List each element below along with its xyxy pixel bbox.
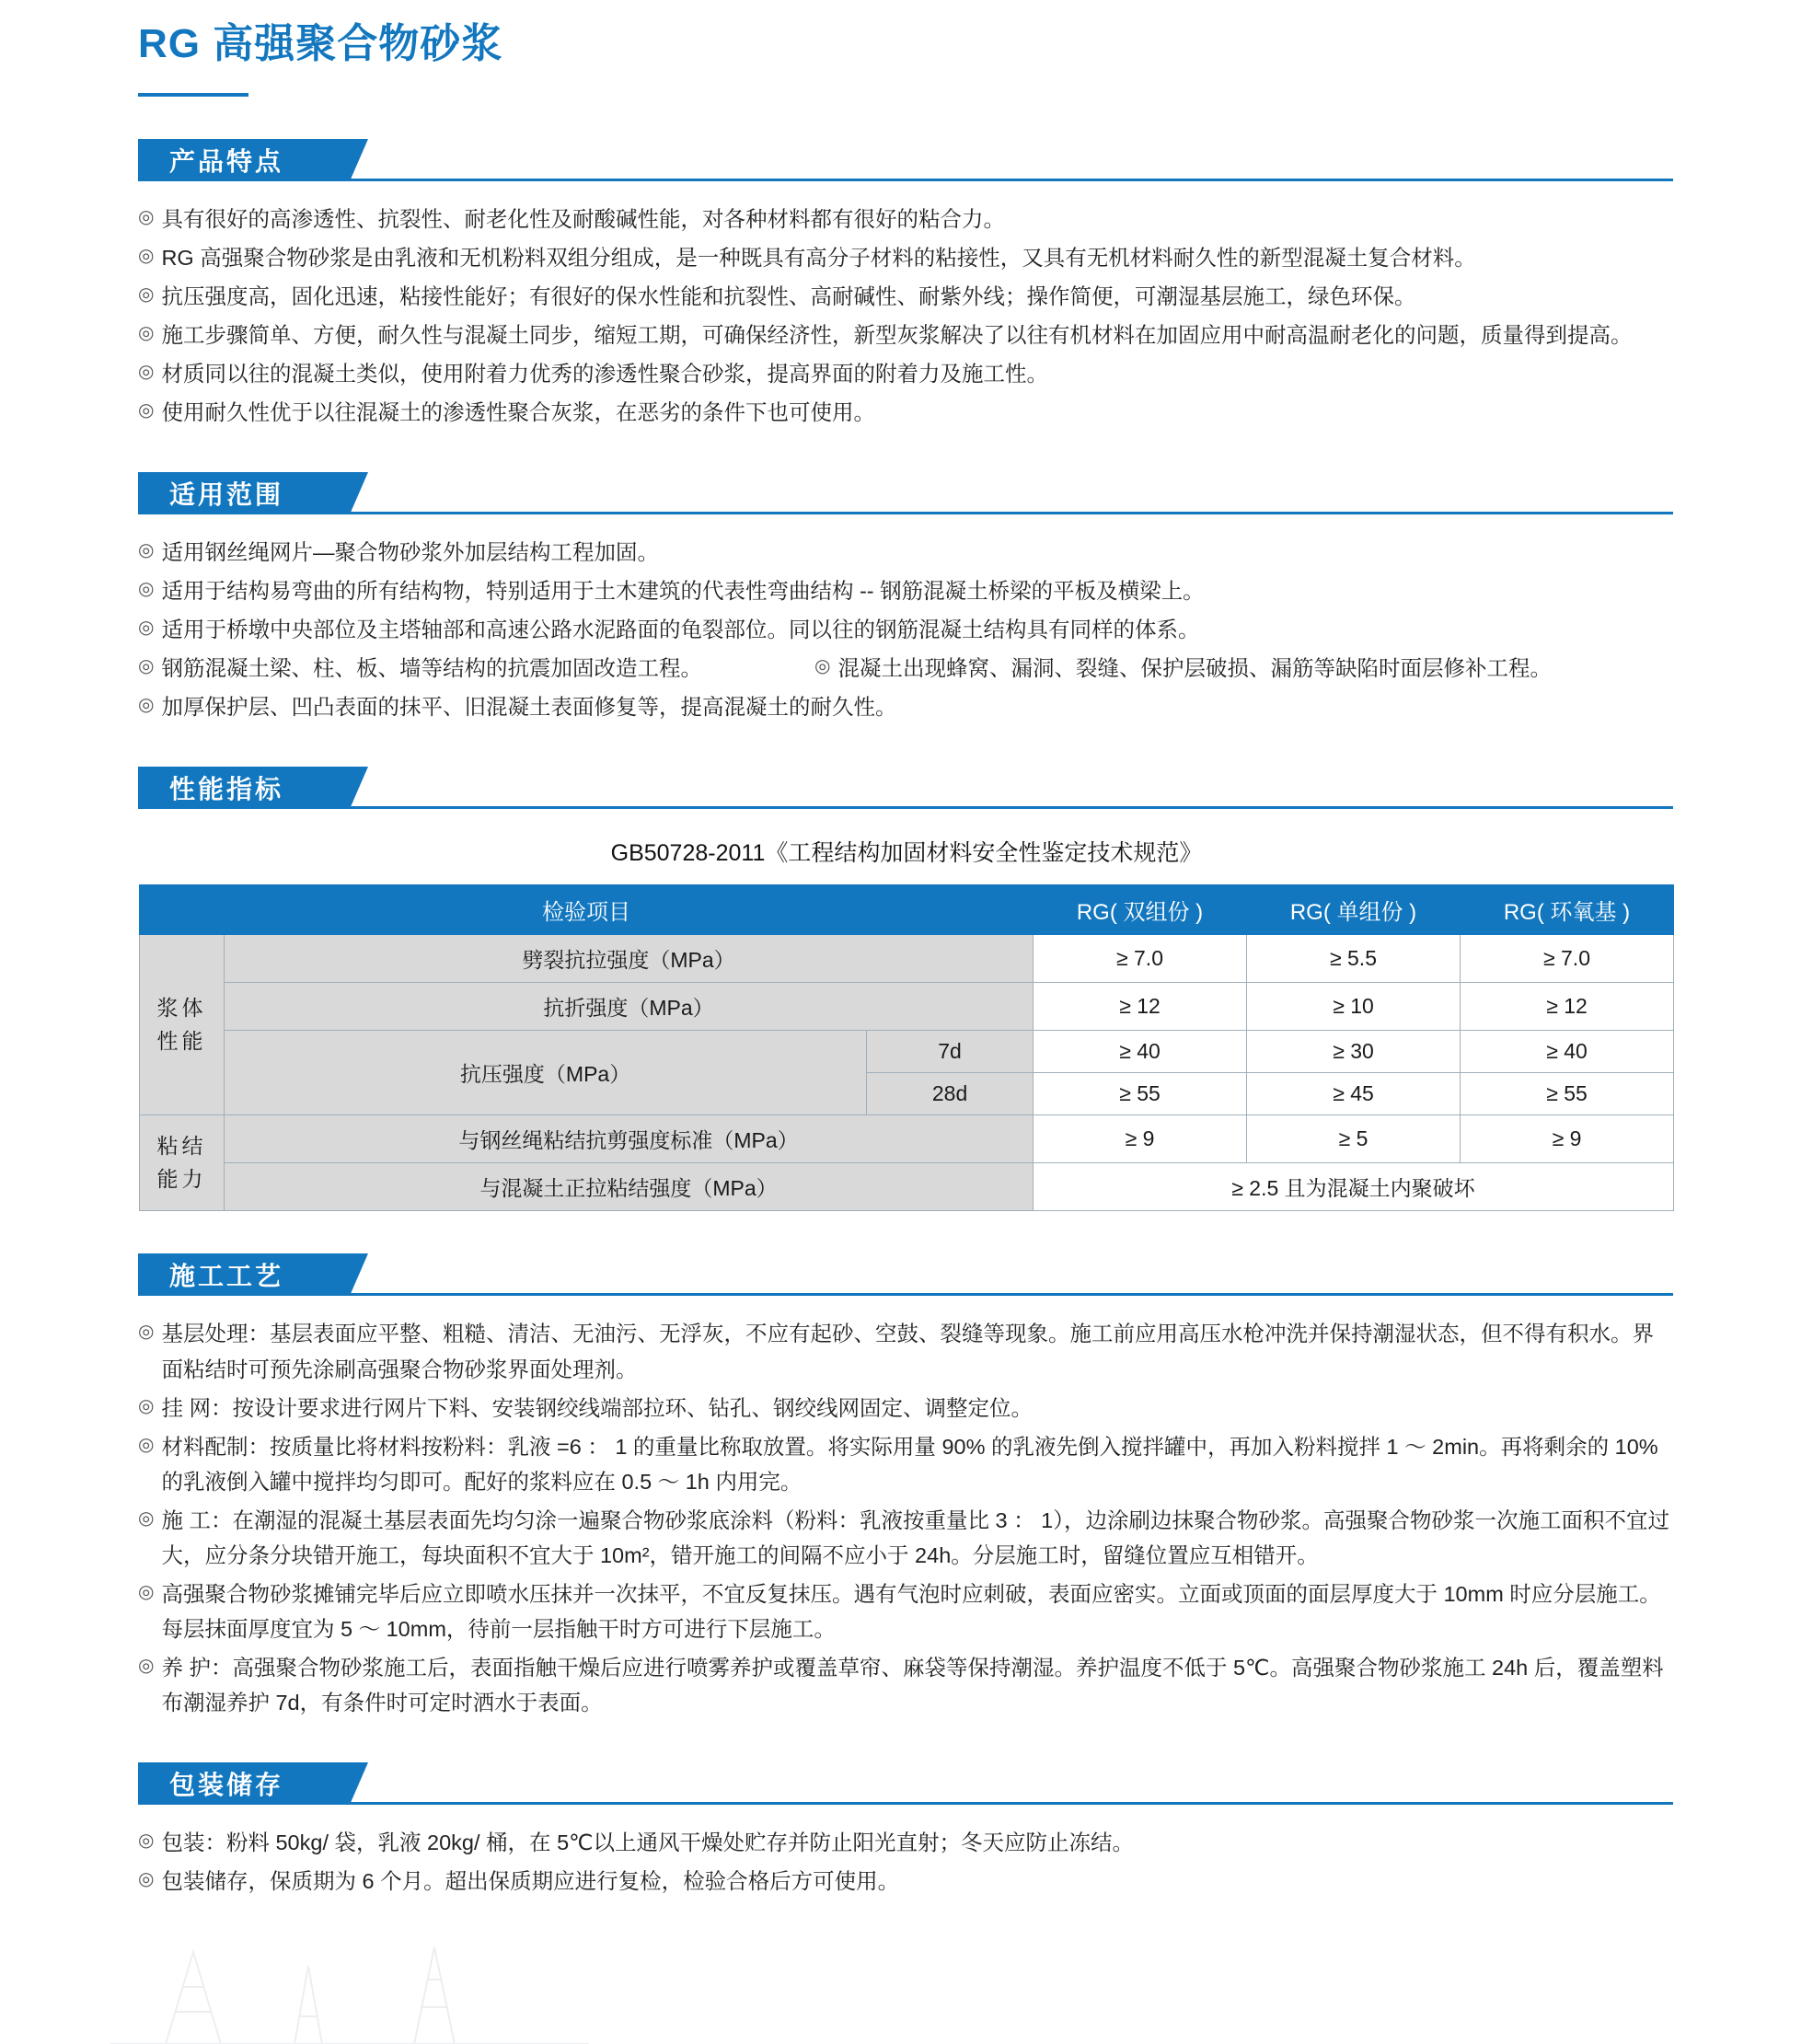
table-cell-value: ≥ 7.0 [1461, 935, 1674, 983]
table-cell-value: ≥ 12 [1461, 983, 1674, 1031]
table-cell-value: ≥ 9 [1461, 1115, 1674, 1163]
list-item [138, 612, 1673, 647]
list-item [138, 1650, 1673, 1720]
list-item [138, 573, 1673, 608]
table-header-row [140, 885, 1674, 935]
table-item-name: 劈裂抗拉强度（MPa） [225, 935, 1034, 983]
bullet-icon: ◎ [138, 579, 155, 600]
section-rule [138, 806, 1673, 809]
bullet-icon: ◎ [138, 283, 155, 305]
table-header-cell-epoxy: RG( 环氧基 ) [1461, 885, 1674, 935]
list-item-text: 施 工：在潮湿的混凝土基层表面先均匀涂一遍聚合物砂浆底涂料（粉料：乳液按重量比 3 ： 1），边涂刷边抹聚合物砂浆。高强聚合物砂浆一次施工面积不宜过大，应分条分块错开施工，每块面积不宜大于 10m²，错开施工的间隔不应小于 24h。分层施工时，留缝位置应互相错开。 [161, 1507, 1669, 1567]
construction-list [138, 1316, 1673, 1720]
section-scope [0, 472, 1813, 724]
list-item [138, 1825, 1673, 1860]
list-item-text: 挂 网：按设计要求进行网片下料、安装钢绞线端部拉环、钻孔、钢绞线网固定、调整定位。 [161, 1395, 1033, 1420]
section-rule [138, 512, 1673, 514]
list-item-text: 适用钢丝绳网片—聚合物砂浆外加层结构工程加固。 [161, 540, 659, 565]
list-item [138, 1503, 1673, 1573]
table-header-cell-item: 检验项目 [140, 885, 1034, 935]
bullet-icon: ◎ [138, 540, 155, 561]
list-item [138, 1429, 1673, 1499]
list-item-text: 混凝土出现蜂窝、漏洞、裂缝、保护层破损、漏筋等缺陷时面层修补工程。 [837, 656, 1552, 681]
section-product-features [0, 139, 1813, 430]
table-caption: GB50728-2011《工程结构加固材料安全性鉴定技术规范》 [610, 840, 1203, 867]
section-rule [138, 179, 1673, 181]
table-subitem-name: 28d [867, 1073, 1034, 1115]
table-row [140, 1163, 1674, 1211]
list-item-text: 适用于桥墩中央部位及主塔轴部和高速公路水泥路面的龟裂部位。同以往的钢筋混凝土结构具有同样的体系。 [161, 618, 1200, 642]
page-title: RG 高强聚合物砂浆 [138, 21, 503, 66]
table-cell-value: ≥ 5.5 [1247, 935, 1461, 983]
bullet-icon: ◎ [138, 322, 155, 343]
list-item-text: 包装：粉料 50kg/ 袋，乳液 20kg/ 桶，在 5℃以上通风干燥处贮存并防止阳光直射；冬天应防止冻结。 [161, 1830, 1135, 1855]
bullet-icon: ◎ [138, 1830, 155, 1852]
table-item-name: 与钢丝绳粘结抗剪强度标准（MPa） [225, 1115, 1034, 1163]
section-packaging [0, 1762, 1813, 1899]
section-title-packaging: 包装储存 [138, 1762, 350, 1805]
footer-spacer [0, 1902, 1813, 1957]
bullet-icon: ◎ [138, 1395, 155, 1416]
section-title-product-features: 产品特点 [138, 139, 350, 181]
list-item [138, 689, 1673, 724]
table-header-cell-single: RG( 单组份 ) [1247, 885, 1461, 935]
table-cell-value: ≥ 55 [1034, 1073, 1247, 1115]
table-cell-value: ≥ 12 [1034, 983, 1247, 1031]
table-group-label-slurry: 浆体性能 [140, 935, 225, 1115]
table-row [140, 935, 1674, 983]
bullet-icon: ◎ [138, 1434, 155, 1455]
list-item [138, 1576, 1673, 1646]
feature-list [138, 202, 1673, 430]
table-subitem-name: 7d [867, 1031, 1034, 1073]
section-performance [0, 767, 1813, 1211]
bullet-icon: ◎ [138, 400, 155, 422]
bullet-icon: ◎ [138, 1869, 155, 1890]
list-item [138, 1316, 1673, 1386]
list-item [138, 318, 1673, 352]
bullet-icon: ◎ [138, 656, 155, 677]
table-cell-value: ≥ 40 [1461, 1031, 1674, 1073]
list-item-text: 适用于结构易弯曲的所有结构物，特别适用于土木建筑的代表性弯曲结构 -- 钢筋混凝土桥梁的平板及横梁上。 [161, 579, 1205, 604]
table-cell-merged-value: ≥ 2.5 且为混凝土内聚破坏 [1034, 1163, 1674, 1211]
list-item-pair [138, 651, 1673, 686]
list-item-text: 材料配制：按质量比将材料按粉料：乳液 =6 ： 1 的重量比称取放置。将实际用量 90% 的乳液先倒入搅拌罐中，再加入粉料搅拌 1 ～ 2min。再将剩余的 10% 的乳液倒入罐中搅拌均匀即可。配好的浆料应在 0.5 ～ 1h 内用完。 [161, 1434, 1658, 1494]
list-item [138, 279, 1673, 314]
section-rule [138, 1802, 1673, 1805]
packaging-list [138, 1825, 1673, 1899]
table-cell-value: ≥ 10 [1247, 983, 1461, 1031]
section-construction [0, 1253, 1813, 1720]
title-underline [138, 93, 248, 97]
list-item-text: 使用耐久性优于以往混凝土的渗透性聚合灰浆，在恶劣的条件下也可使用。 [161, 400, 875, 425]
list-item-text: 高强聚合物砂浆摊铺完毕后应立即喷水压抹并一次抹平，不宜反复抹压。遇有气泡时应刺破，表面应密实。立面或顶面的面层厚度大于 10mm 时应分层施工。每层抹面厚度宜为 5 ～ 10mm，待前一层指触干时方可进行下层施工。 [161, 1581, 1661, 1641]
list-item [138, 240, 1673, 275]
list-item [138, 356, 1673, 391]
section-title-scope: 适用范围 [138, 472, 350, 514]
section-rule [138, 1293, 1673, 1296]
table-cell-value: ≥ 55 [1461, 1073, 1674, 1115]
list-item [138, 535, 1673, 570]
section-header-construction [138, 1253, 1673, 1296]
bullet-icon: ◎ [138, 695, 155, 716]
bullet-icon: ◎ [138, 245, 155, 266]
bullet-icon: ◎ [138, 1507, 155, 1529]
table-item-name: 抗折强度（MPa） [225, 983, 1034, 1031]
performance-table [139, 884, 1674, 1211]
list-item [138, 1864, 1673, 1899]
list-item [138, 202, 1673, 237]
table-row [140, 1031, 1674, 1073]
table-cell-value: ≥ 40 [1034, 1031, 1247, 1073]
table-cell-value: ≥ 45 [1247, 1073, 1461, 1115]
bullet-icon: ◎ [138, 1322, 155, 1343]
section-title-performance: 性能指标 [138, 767, 350, 809]
list-item-text: 基层处理：基层表面应平整、粗糙、清洁、无油污、无浮灰，不应有起砂、空鼓、裂缝等现象。施工前应用高压水枪冲洗并保持潮湿状态，但不得有积水。界面粘结时可预先涂刷高强聚合物砂浆界面处理剂。 [161, 1322, 1654, 1381]
list-item-text: 材质同以往的混凝土类似，使用附着力优秀的渗透性聚合砂浆，提高界面的附着力及施工性。 [161, 362, 1048, 387]
section-header-packaging [138, 1762, 1673, 1805]
table-header-cell-dual: RG( 双组份 ) [1034, 885, 1247, 935]
bullet-icon: ◎ [814, 656, 831, 677]
list-item-text: 加厚保护层、凹凸表面的抹平、旧混凝土表面修复等，提高混凝土的耐久性。 [161, 695, 897, 720]
section-header-performance [138, 767, 1673, 809]
list-item-text: 养 护：高强聚合物砂浆施工后，表面指触干燥后应进行喷雾养护或覆盖草帘、麻袋等保持潮湿。养护温度不低于 5℃。高强聚合物砂浆施工 24h 后，覆盖塑料布潮湿养护 7d，有条件时可定时洒水于表面。 [161, 1656, 1664, 1715]
table-item-name: 抗压强度（MPa） [225, 1031, 867, 1115]
table-cell-value: ≥ 5 [1247, 1115, 1461, 1163]
list-item [138, 395, 1673, 430]
list-item-text: 包装储存，保质期为 6 个月。超出保质期应进行复检，检验合格后方可使用。 [161, 1869, 900, 1894]
section-header-scope [138, 472, 1673, 514]
title-block [0, 0, 1813, 97]
table-item-name: 与混凝土正拉粘结强度（MPa） [225, 1163, 1034, 1211]
bullet-icon: ◎ [138, 1581, 155, 1602]
section-header-product-features [138, 139, 1673, 181]
table-cell-value: ≥ 7.0 [1034, 935, 1247, 983]
list-item-text: RG 高强聚合物砂浆是由乳液和无机粉料双组分组成，是一种既具有高分子材料的粘接性，又具有无机材料耐久性的新型混凝土复合材料。 [161, 245, 1476, 270]
section-title-construction: 施工工艺 [138, 1253, 350, 1296]
list-item [138, 1391, 1673, 1426]
list-item-text: 钢筋混凝土梁、柱、板、墙等结构的抗震加固改造工程。 [161, 656, 702, 681]
table-row [140, 983, 1674, 1031]
table-cell-value: ≥ 30 [1247, 1031, 1461, 1073]
bullet-icon: ◎ [138, 1656, 155, 1677]
list-item-text: 施工步骤简单、方便，耐久性与混凝土同步，缩短工期，可确保经济性，新型灰浆解决了以往有机材料在加固应用中耐高温耐老化的问题，质量得到提高。 [161, 322, 1633, 347]
scope-list [138, 535, 1673, 724]
table-row [140, 1115, 1674, 1163]
bullet-icon: ◎ [138, 362, 155, 383]
table-cell-value: ≥ 9 [1034, 1115, 1247, 1163]
bullet-icon: ◎ [138, 618, 155, 639]
list-item-text: 抗压强度高，固化迅速，粘接性能好；有很好的保水性能和抗裂性、高耐碱性、耐紫外线；操作简便，可潮湿基层施工，绿色环保。 [161, 283, 1416, 308]
table-group-label-bond: 粘结能力 [140, 1115, 225, 1211]
bullet-icon: ◎ [138, 206, 155, 227]
list-item-text: 具有很好的高渗透性、抗裂性、耐老化性及耐酸碱性能，对各种材料都有很好的粘合力。 [161, 206, 1005, 231]
